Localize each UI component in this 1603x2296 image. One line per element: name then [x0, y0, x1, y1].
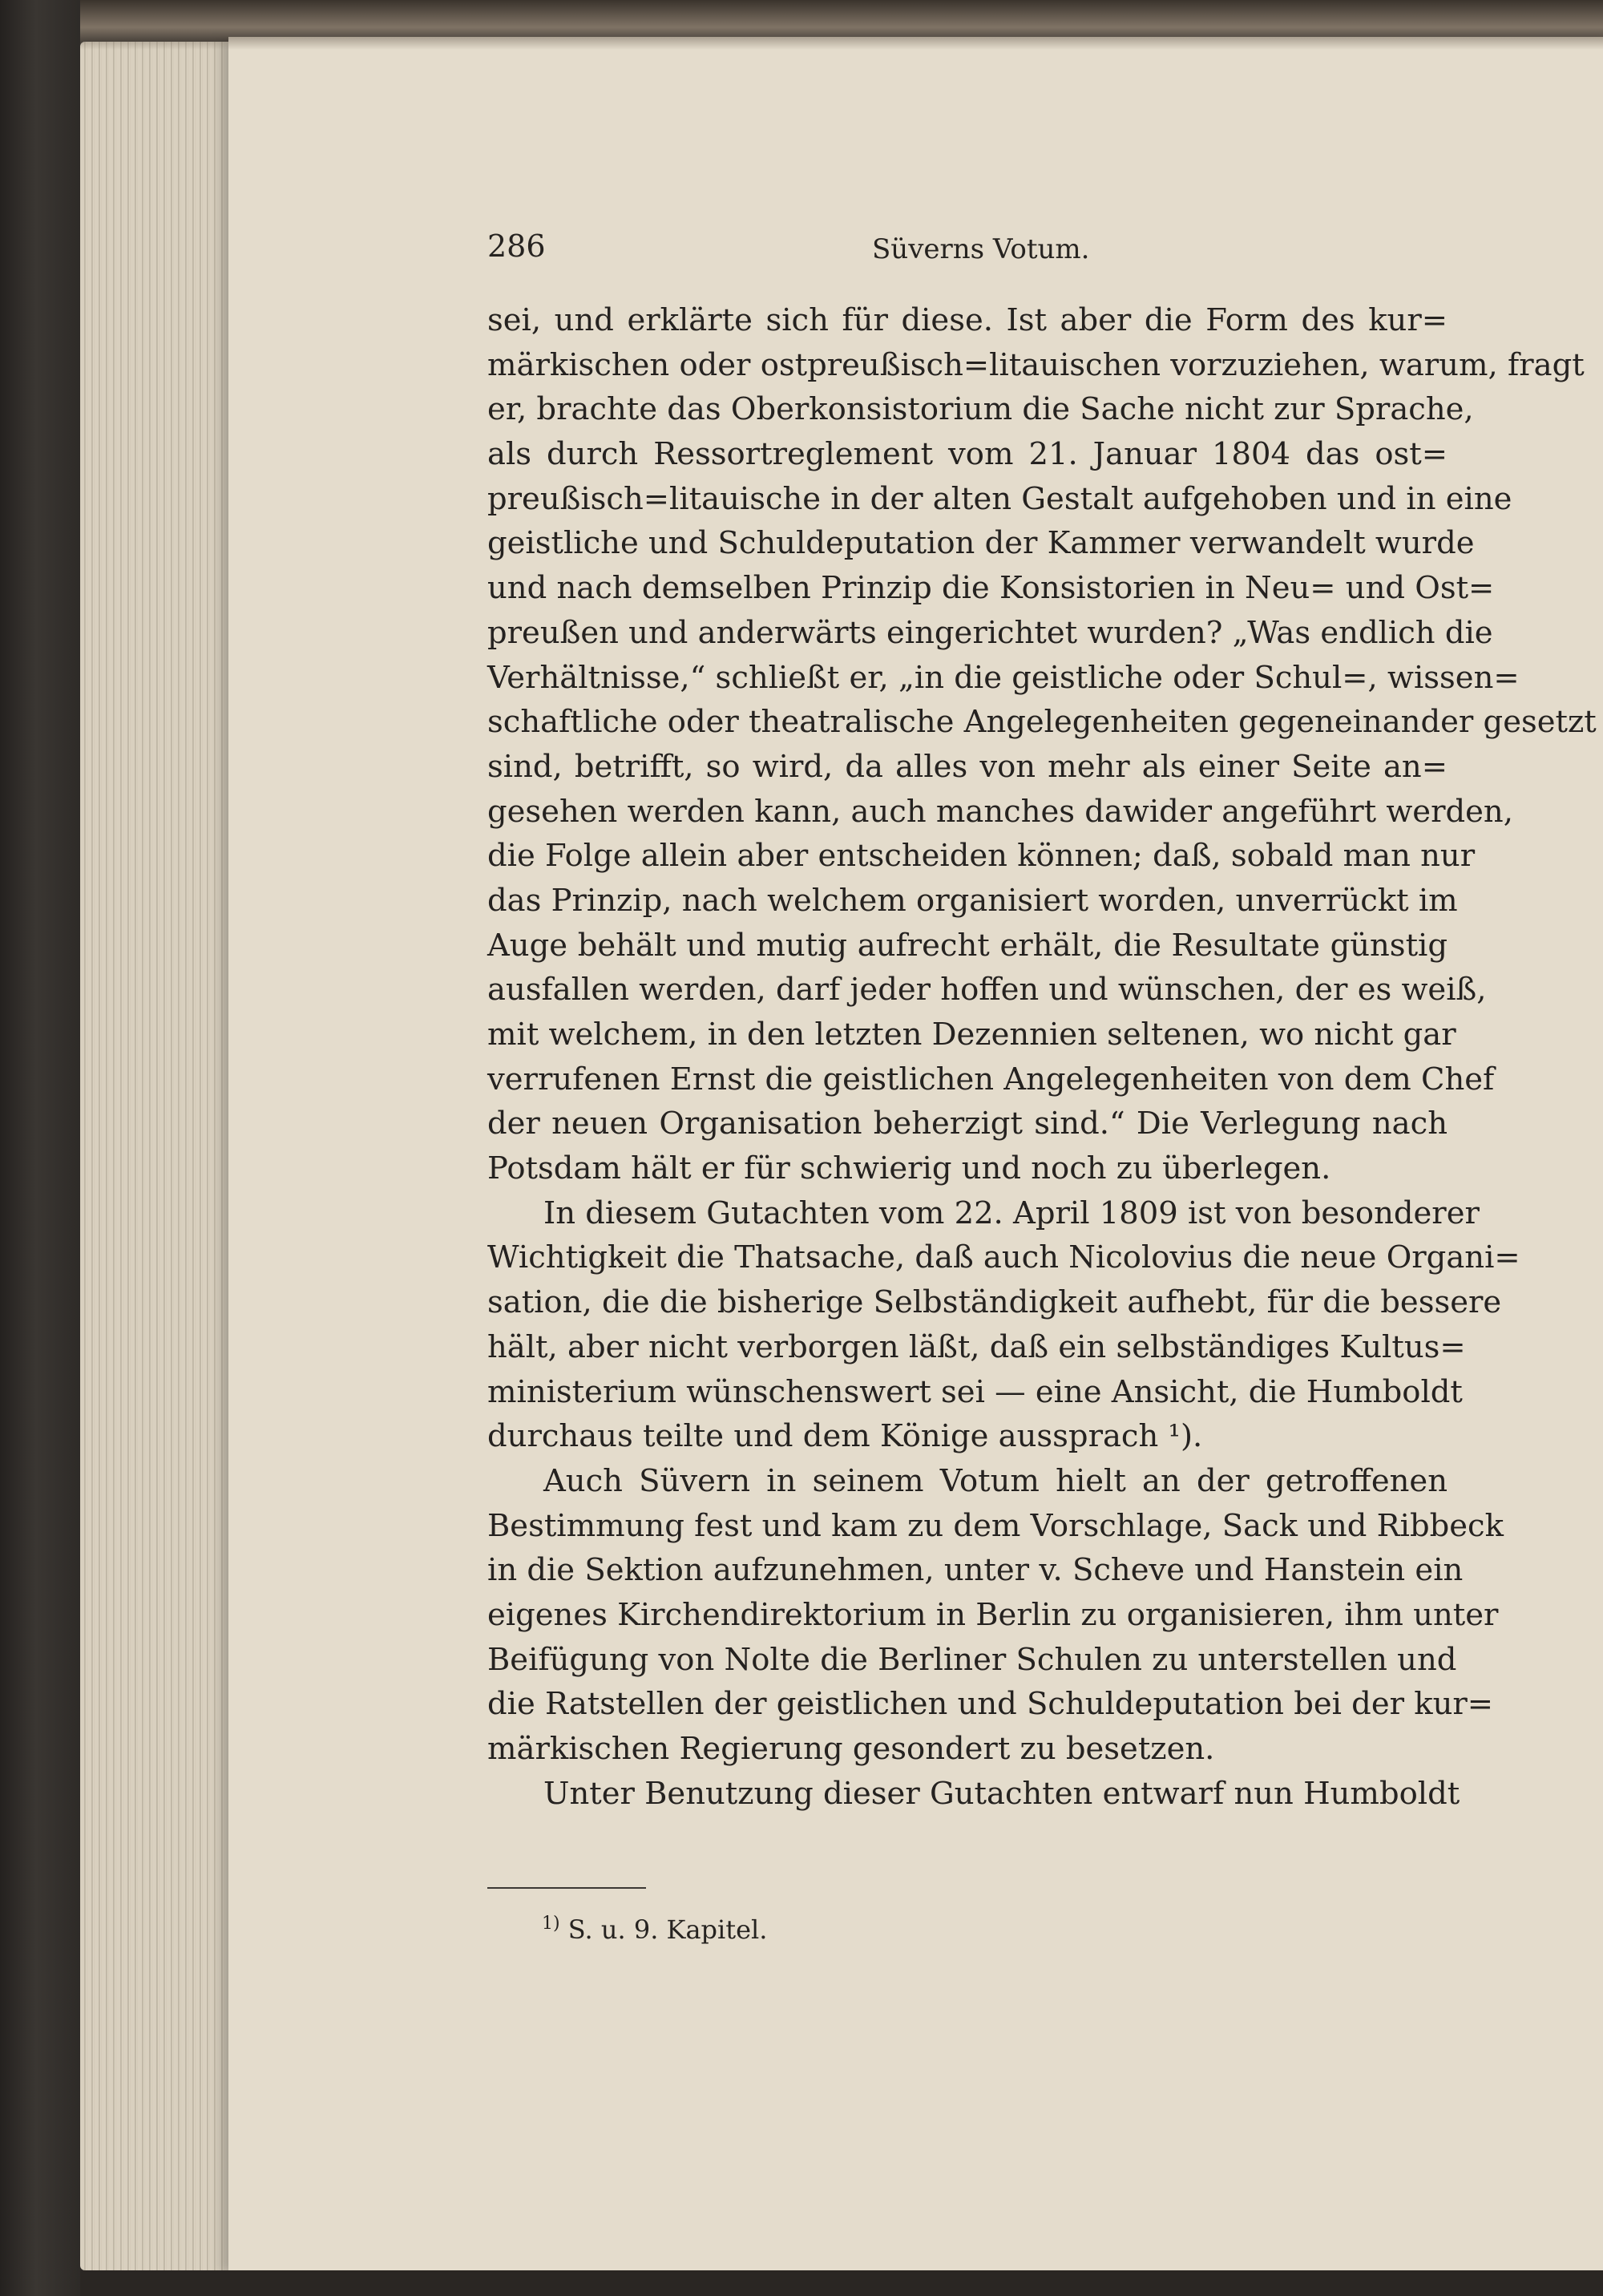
- text-line: als durch Ressortreglement vom 21. Januar 1804 das ost=: [487, 436, 1448, 473]
- page-number: 286: [487, 228, 546, 264]
- text-line: die Folge allein aber entscheiden können; daß, sobald man nur: [487, 838, 1476, 875]
- text-line: die Ratstellen der geistlichen und Schuldeputation bei der kur=: [487, 1686, 1494, 1723]
- top-edge-shadow: [80, 0, 1603, 50]
- footnote-rule: [487, 1887, 646, 1889]
- text-line: das Prinzip, nach welchem organisiert worden, unverrückt im: [487, 882, 1458, 919]
- text-line: Potsdam hält er für schwierig und noch zu überlegen.: [487, 1150, 1331, 1187]
- page-header: [487, 228, 1448, 269]
- text-line: durchaus teilte und dem Könige aussprach ¹).: [487, 1418, 1203, 1455]
- text-line: eigenes Kirchendirektorium in Berlin zu organisieren, ihm unter: [487, 1596, 1499, 1633]
- footnote-text: S. u. 9. Kapitel.: [567, 1914, 768, 1945]
- text-line: preußisch=litauische in der alten Gestalt aufgehoben und in eine: [487, 480, 1512, 517]
- text-line: mit welchem, in den letzten Dezennien seltenen, wo nicht gar: [487, 1017, 1456, 1053]
- text-line: sation, die die bisherige Selbständigkeit aufhebt, für die bessere: [487, 1284, 1502, 1321]
- text-line: in die Sektion aufzunehmen, unter v. Scheve und Hanstein ein: [487, 1552, 1464, 1589]
- text-line: märkischen Regierung gesondert zu besetzen.: [487, 1731, 1215, 1767]
- footnote-marker: 1): [542, 1914, 560, 1934]
- footnote: [542, 1914, 767, 1945]
- text-line: sind, betrifft, so wird, da alles von mehr als einer Seite an=: [487, 748, 1448, 785]
- text-line: er, brachte das Oberkonsistorium die Sache nicht zur Sprache,: [487, 391, 1474, 428]
- text-line: sei, und erklärte sich für diese. Ist aber die Form des kur=: [487, 302, 1448, 338]
- text-line: Wichtigkeit die Thatsache, daß auch Nicolovius die neue Organi=: [487, 1239, 1520, 1276]
- body-text: [487, 298, 1597, 1816]
- text-line: Unter Benutzung dieser Gutachten entwarf nun Humboldt: [543, 1775, 1460, 1812]
- text-line: Beifügung von Nolte die Berliner Schulen zu unterstellen und: [487, 1641, 1457, 1678]
- text-line: ausfallen werden, darf jeder hoffen und wünschen, der es weiß,: [487, 972, 1487, 1009]
- text-line: und nach demselben Prinzip die Konsistorien in Neu= und Ost=: [487, 570, 1495, 607]
- text-line: hält, aber nicht verborgen läßt, daß ein selbständiges Kultus=: [487, 1328, 1466, 1365]
- bottom-edge: [80, 2270, 1603, 2296]
- text-line: märkischen oder ostpreußisch=litauischen vorzuziehen, warum, fragt: [487, 346, 1585, 383]
- book-binding: [0, 0, 90, 2296]
- text-line: Bestimmung fest und kam zu dem Vorschlage, Sack und Ribbeck: [487, 1507, 1504, 1544]
- text-line: verrufenen Ernst die geistlichen Angelegenheiten von dem Chef: [487, 1061, 1495, 1097]
- text-line: schaftliche oder theatralische Angelegenheiten gegeneinander gesetzt: [487, 704, 1597, 741]
- text-line: Verhältnisse,“ schließt er, „in die geistliche oder Schul=, wissen=: [487, 659, 1520, 696]
- text-line: preußen und anderwärts eingerichtet wurden? „Was endlich die: [487, 614, 1493, 651]
- text-line: geistliche und Schuldeputation der Kammer verwandelt wurde: [487, 525, 1475, 562]
- text-line: der neuen Organisation beherzigt sind.“ Die Verlegung nach: [487, 1106, 1448, 1142]
- text-line: Auch Süvern in seinem Votum hielt an der getroffenen: [543, 1462, 1448, 1499]
- text-line: In diesem Gutachten vom 22. April 1809 ist von besonderer: [543, 1194, 1480, 1231]
- text-line: Auge behält und mutig aufrecht erhält, die Resultate günstig: [487, 927, 1448, 964]
- running-head: Süverns Votum.: [872, 233, 1090, 265]
- text-line: ministerium wünschenswert sei — eine Ansicht, die Humboldt: [487, 1373, 1463, 1410]
- text-line: gesehen werden kann, auch manches dawider angeführt werden,: [487, 793, 1513, 830]
